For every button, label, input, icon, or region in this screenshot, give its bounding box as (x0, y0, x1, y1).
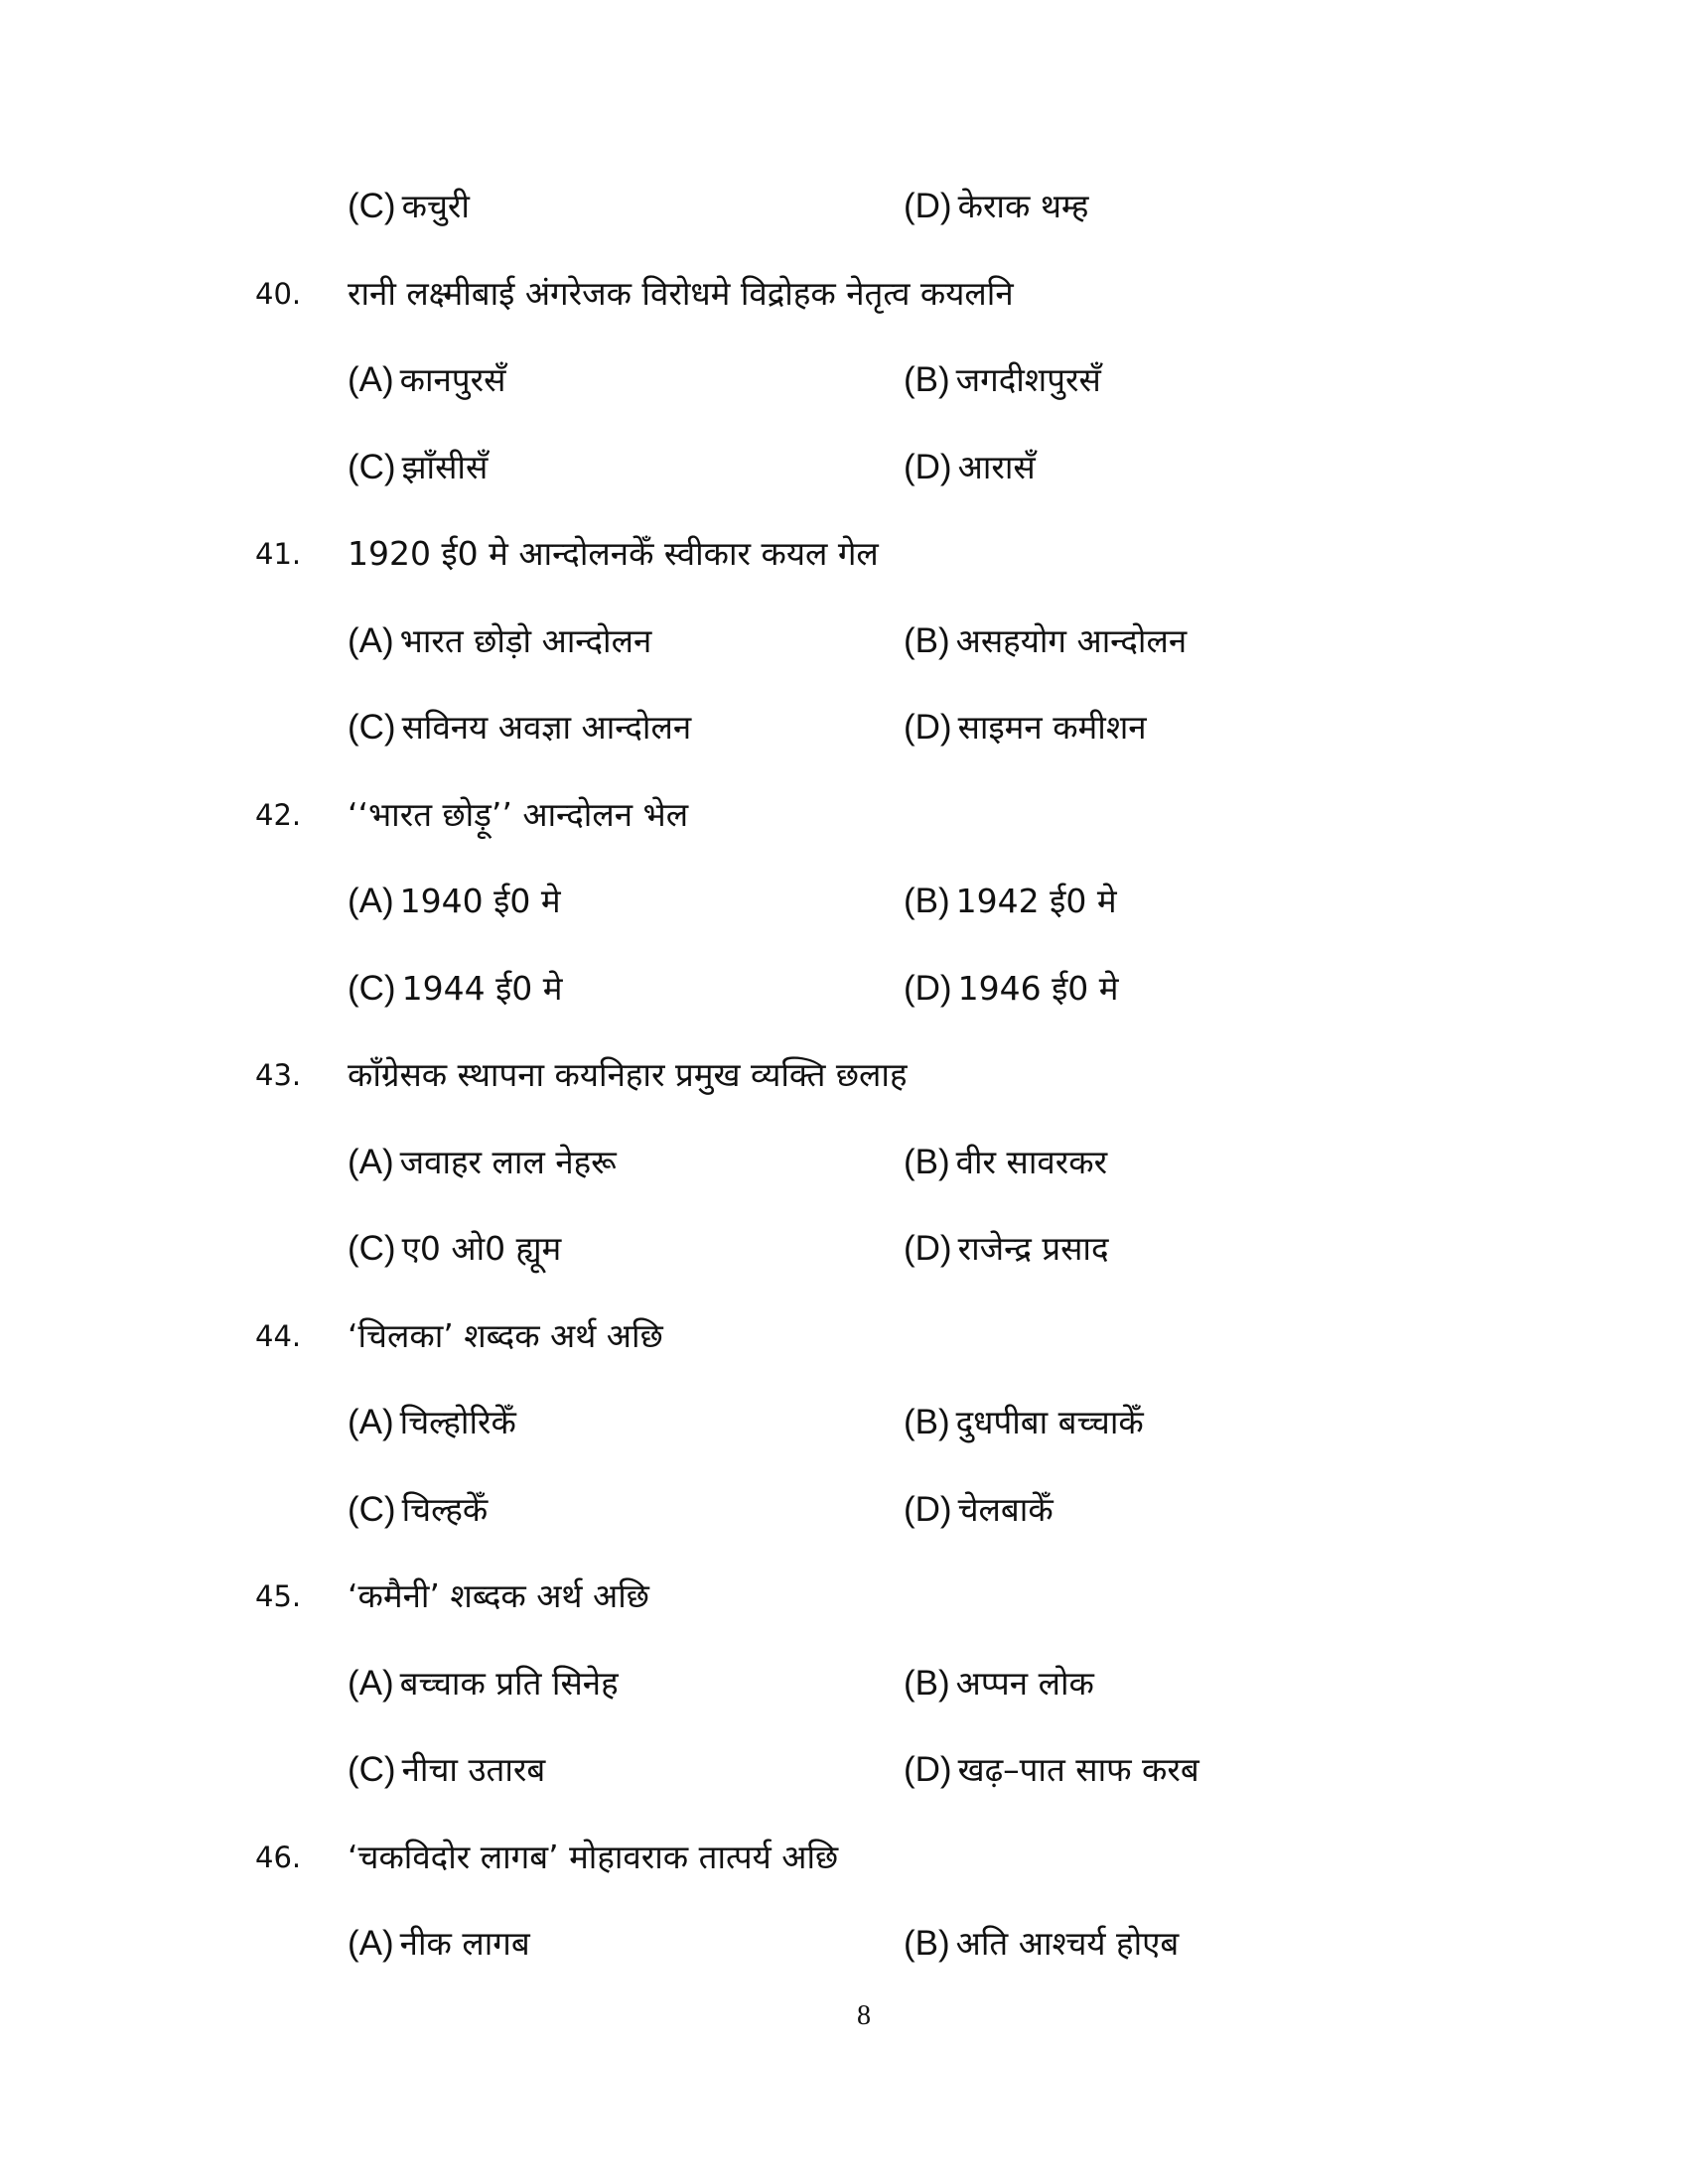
option-label: (C) (348, 447, 396, 486)
option-row (0, 1740, 1688, 1800)
answer-option (348, 1219, 561, 1279)
option-row (0, 1480, 1688, 1540)
question-row (0, 1306, 1688, 1366)
answer-option (904, 177, 1088, 236)
answer-option (348, 612, 651, 671)
option-row (0, 177, 1688, 236)
option-text: कचुरी (401, 187, 470, 225)
option-label: (B) (904, 1924, 950, 1963)
question-text: रानी लक्ष्मीबाई अंगरेजक विरोधमे विद्रोहक नेतृत्व कयलनि (348, 273, 1014, 313)
question-number: 41. (255, 537, 302, 571)
question-row (0, 1567, 1688, 1626)
question-number: 46. (255, 1840, 302, 1874)
answer-option (348, 872, 561, 931)
option-text: झाँसीसँ (401, 447, 489, 486)
option-text: भारत छोड़ो आन्दोलन (399, 620, 652, 660)
question-text: काँग्रेसक स्थापना कयनिहार प्रमुख व्यक्ति छलाह (348, 1055, 908, 1094)
question-number: 42. (255, 797, 302, 832)
answer-option (904, 698, 1147, 757)
option-row (0, 1914, 1688, 1974)
answer-option (904, 872, 1117, 931)
question-text: ‘चकविदोर लागब’ मोहावराक तात्पर्य अछि (348, 1837, 839, 1876)
option-text: चेलबाकेँ (957, 1489, 1054, 1529)
option-label: (B) (904, 882, 950, 920)
option-label: (D) (904, 968, 952, 1008)
option-label: (D) (904, 187, 952, 225)
question-number: 45. (255, 1579, 302, 1613)
answer-option (348, 1740, 545, 1800)
answer-option (904, 1740, 1199, 1800)
answer-option (348, 350, 505, 410)
question-text: ‘चिलका’ शब्दक अर्थ अछि (348, 1315, 663, 1355)
option-row (0, 1133, 1688, 1192)
option-text: बच्चाक प्रति सिनेह (399, 1663, 619, 1703)
option-text: राजेन्द्र प्रसाद (957, 1229, 1109, 1268)
option-text: खढ़–पात साफ करब (957, 1750, 1199, 1789)
option-label: (C) (348, 968, 396, 1008)
question-row (0, 1045, 1688, 1105)
question-row (0, 264, 1688, 324)
option-row (0, 438, 1688, 497)
answer-option (348, 1133, 617, 1192)
option-label: (B) (904, 1403, 950, 1441)
answer-option (904, 1654, 1094, 1713)
option-text: अति आश्चर्य होएब (955, 1924, 1180, 1963)
option-text: 1942 ई0 मे (955, 882, 1117, 920)
option-text: 1946 ई0 मे (957, 968, 1119, 1008)
answer-option (904, 1133, 1107, 1192)
option-text: चिल्होरिकेँ (399, 1403, 516, 1441)
option-text: सविनय अवज्ञा आन्दोलन (401, 708, 692, 747)
answer-option (904, 1393, 1144, 1452)
option-label: (B) (904, 360, 950, 399)
option-label: (A) (348, 1142, 394, 1181)
option-row (0, 1219, 1688, 1279)
answer-option (904, 1480, 1054, 1540)
page-number: 8 (857, 2000, 871, 2031)
option-text: वीर सावरकर (955, 1142, 1108, 1181)
option-label: (A) (348, 1924, 394, 1963)
option-text: साइमन कमीशन (957, 708, 1147, 747)
option-label: (C) (348, 708, 396, 747)
option-row (0, 698, 1688, 757)
question-number: 44. (255, 1318, 302, 1353)
option-text: असहयोग आन्दोलन (955, 620, 1188, 660)
question-text: 1920 ई0 मे आन्दोलनकेँ स्वीकार कयल गेल (348, 534, 879, 573)
option-label: (B) (904, 1663, 950, 1703)
question-row (0, 785, 1688, 845)
question-row (0, 524, 1688, 584)
answer-option (904, 1219, 1109, 1279)
option-label: (B) (904, 1142, 950, 1181)
option-text: केराक थम्ह (957, 187, 1089, 225)
option-label: (C) (348, 1229, 396, 1268)
option-text: ए0 ओ0 ह्यूम (401, 1229, 562, 1268)
option-text: आरासँ (957, 447, 1036, 486)
answer-option (904, 612, 1187, 671)
option-label: (D) (904, 708, 952, 747)
option-label: (A) (348, 882, 394, 920)
option-row (0, 872, 1688, 931)
option-label: (A) (348, 1403, 394, 1441)
answer-option (904, 1914, 1179, 1974)
option-row (0, 350, 1688, 410)
answer-option (348, 1914, 530, 1974)
option-label: (C) (348, 1489, 396, 1529)
option-text: अप्पन लोक (955, 1663, 1094, 1703)
answer-option (348, 438, 488, 497)
option-text: जगदीशपुरसँ (955, 360, 1101, 399)
question-number: 40. (255, 276, 302, 311)
option-text: जवाहर लाल नेहरू (399, 1142, 617, 1181)
answer-option (348, 1393, 516, 1452)
question-row (0, 1828, 1688, 1887)
answer-option (348, 1480, 488, 1540)
option-label: (D) (904, 1750, 952, 1789)
question-text: ‘‘भारत छोड़ू’’ आन्दोलन भेल (348, 794, 689, 834)
option-label: (D) (904, 447, 952, 486)
option-row (0, 1654, 1688, 1713)
option-text: नीक लागब (399, 1924, 530, 1963)
option-text: चिल्हकेँ (401, 1489, 489, 1529)
answer-option (348, 1654, 619, 1713)
question-text: ‘कमैनी’ शब्दक अर्थ अछि (348, 1576, 649, 1615)
option-label: (B) (904, 620, 950, 660)
option-text: दुधपीबा बच्चाकेँ (955, 1403, 1144, 1441)
option-label: (A) (348, 1663, 394, 1703)
option-row (0, 959, 1688, 1019)
option-text: 1944 ई0 मे (401, 968, 563, 1008)
answer-option (904, 350, 1101, 410)
answer-option (904, 438, 1036, 497)
option-label: (C) (348, 1750, 396, 1789)
question-number: 43. (255, 1058, 302, 1092)
option-text: 1940 ई0 मे (399, 882, 561, 920)
option-label: (A) (348, 360, 394, 399)
option-row (0, 1393, 1688, 1452)
option-label: (D) (904, 1229, 952, 1268)
answer-option (348, 177, 470, 236)
answer-option (348, 698, 691, 757)
answer-option (348, 959, 563, 1019)
option-label: (A) (348, 620, 394, 660)
option-text: नीचा उतारब (401, 1750, 546, 1789)
option-row (0, 612, 1688, 671)
option-text: कानपुरसँ (399, 360, 506, 399)
answer-option (904, 959, 1119, 1019)
option-label: (C) (348, 187, 396, 225)
option-label: (D) (904, 1489, 952, 1529)
